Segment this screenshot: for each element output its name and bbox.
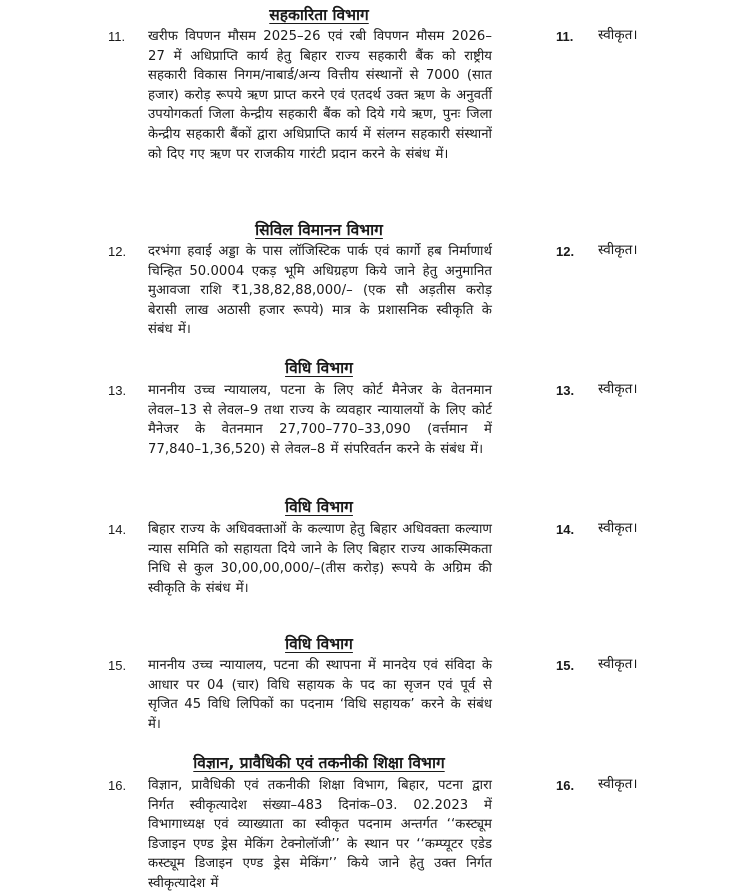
department-heading: विज्ञान, प्रावैधिकी एवं तकनीकी शिक्षा विभाग <box>193 754 445 772</box>
decision-number: 15. <box>556 658 575 673</box>
item-number: 11. <box>108 29 126 44</box>
decision-status: स्वीकृत। <box>598 520 638 536</box>
department-heading: सिविल विमानन विभाग <box>255 221 383 239</box>
decision-status: स्वीकृत। <box>598 776 638 792</box>
decision-status: स्वीकृत। <box>598 656 638 672</box>
decision-status: स्वीकृत। <box>598 27 638 43</box>
item-description: बिहार राज्य के अधिवक्ताओं के कल्याण हेतु बिहार अधिवक्ता कल्याण न्यास समिति को सहायता दिये जाने के लिए बिहार राज्य आकस्मिकता निधि से कुल 30,00,00,000/–(तीस करोड़) रूपये के अग्रिम की स्वीकृति के संबंध में। <box>148 522 492 596</box>
department-heading: विधि विभाग <box>285 498 353 516</box>
decision-number: 13. <box>556 383 575 398</box>
item-number: 12. <box>108 244 127 259</box>
item-number: 14. <box>108 522 127 537</box>
item-description: विज्ञान, प्रावैधिकी एवं तकनीकी शिक्षा विभाग, बिहार, पटना द्वारा निर्गत स्वीकृत्यादेश संख्या–483 दिनांक–03. 02.2023 में विभागाध्यक्ष एवं व्याख्याता का स्वीकृत पदनाम अन्तर्गत ‘‘कस्ट्यूम डिजाइन एण्ड ड्रेस मेकिंग टेक्नोलॉजी’’ के स्थान पर ‘‘कम्प्यूटर एडेड कस्ट्यूम डिजाइन एण्ड ड्रेस मेकिंग’’ किये जाने हेतु उक्त निर्गत स्वीकृत्यादेश में <box>148 778 492 891</box>
item-number: 15. <box>108 658 127 673</box>
item-description: दरभंगा हवाई अड्डा के पास लॉजिस्टिक पार्क एवं कार्गो हब निर्माणार्थ चिन्हित 50.0004 एकड़ भूमि अधिग्रहण किये जाने हेतु अनुमानित मुआवजा राशि ₹1,38,82,88,000/– (एक सौ अड़तीस करोड़ बेरासी लाख अठासी हजार रूपये) मात्र के प्रशासनिक स्वीकृति के संबंध में। <box>148 244 492 338</box>
item-number: 13. <box>108 383 127 398</box>
item-description: माननीय उच्च न्यायालय, पटना के लिए कोर्ट मैनेजर के वेतनमान लेवल–13 से लेवल–9 तथा राज्य के व्यवहार न्यायालयों के लिए कोर्ट मैनेजर के वेतनमान 27,700–770–33,090 (वर्त्तमान में 77,840–1,36,520) से लेवल–8 में संपरिवर्तन करने के संबंध में। <box>148 383 492 457</box>
decision-number: 16. <box>556 778 575 793</box>
department-heading: विधि विभाग <box>285 635 353 653</box>
department-heading: विधि विभाग <box>285 359 353 377</box>
decision-status: स्वीकृत। <box>598 381 638 397</box>
decision-status: स्वीकृत। <box>598 242 638 258</box>
item-description: माननीय उच्च न्यायालय, पटना की स्थापना में मानदेय एवं संविदा के आधार पर 04 (चार) विधि सहायक के पद का सृजन एवं पूर्व से सृजित 45 विधि लिपिकों का पदनाम ‘विधि सहायक’ करने के संबंध में। <box>148 658 492 732</box>
decision-number: 11. <box>556 29 574 44</box>
department-heading: सहकारिता विभाग <box>269 6 369 24</box>
item-description: खरीफ विपणन मौसम 2025–26 एवं रबी विपणन मौसम 2026–27 में अधिप्राप्ति कार्य हेतु बिहार राज्य सहकारी बैंक को राष्ट्रीय सहकारी विकास निगम/नाबार्ड/अन्य वित्तीय संस्थानों से 7000 (सात हजार) करोड़ रूपये ऋण प्राप्त करने एवं एतदर्थ उक्त ऋण के अनुवर्ती उपयोगकर्ता जिला केन्द्रीय सहकारी बैंक को दिये गये ऋण, पुनः जिला केन्द्रीय सहकारी बैंकों द्वारा अधिप्राप्ति कार्य में संलग्न सहकारी संस्थानों को दिए गए ऋण पर राजकीय गारंटी प्रदान करने के संबंध में। <box>148 29 492 162</box>
decision-number: 14. <box>556 522 575 537</box>
decision-number: 12. <box>556 244 575 259</box>
item-number: 16. <box>108 778 127 793</box>
